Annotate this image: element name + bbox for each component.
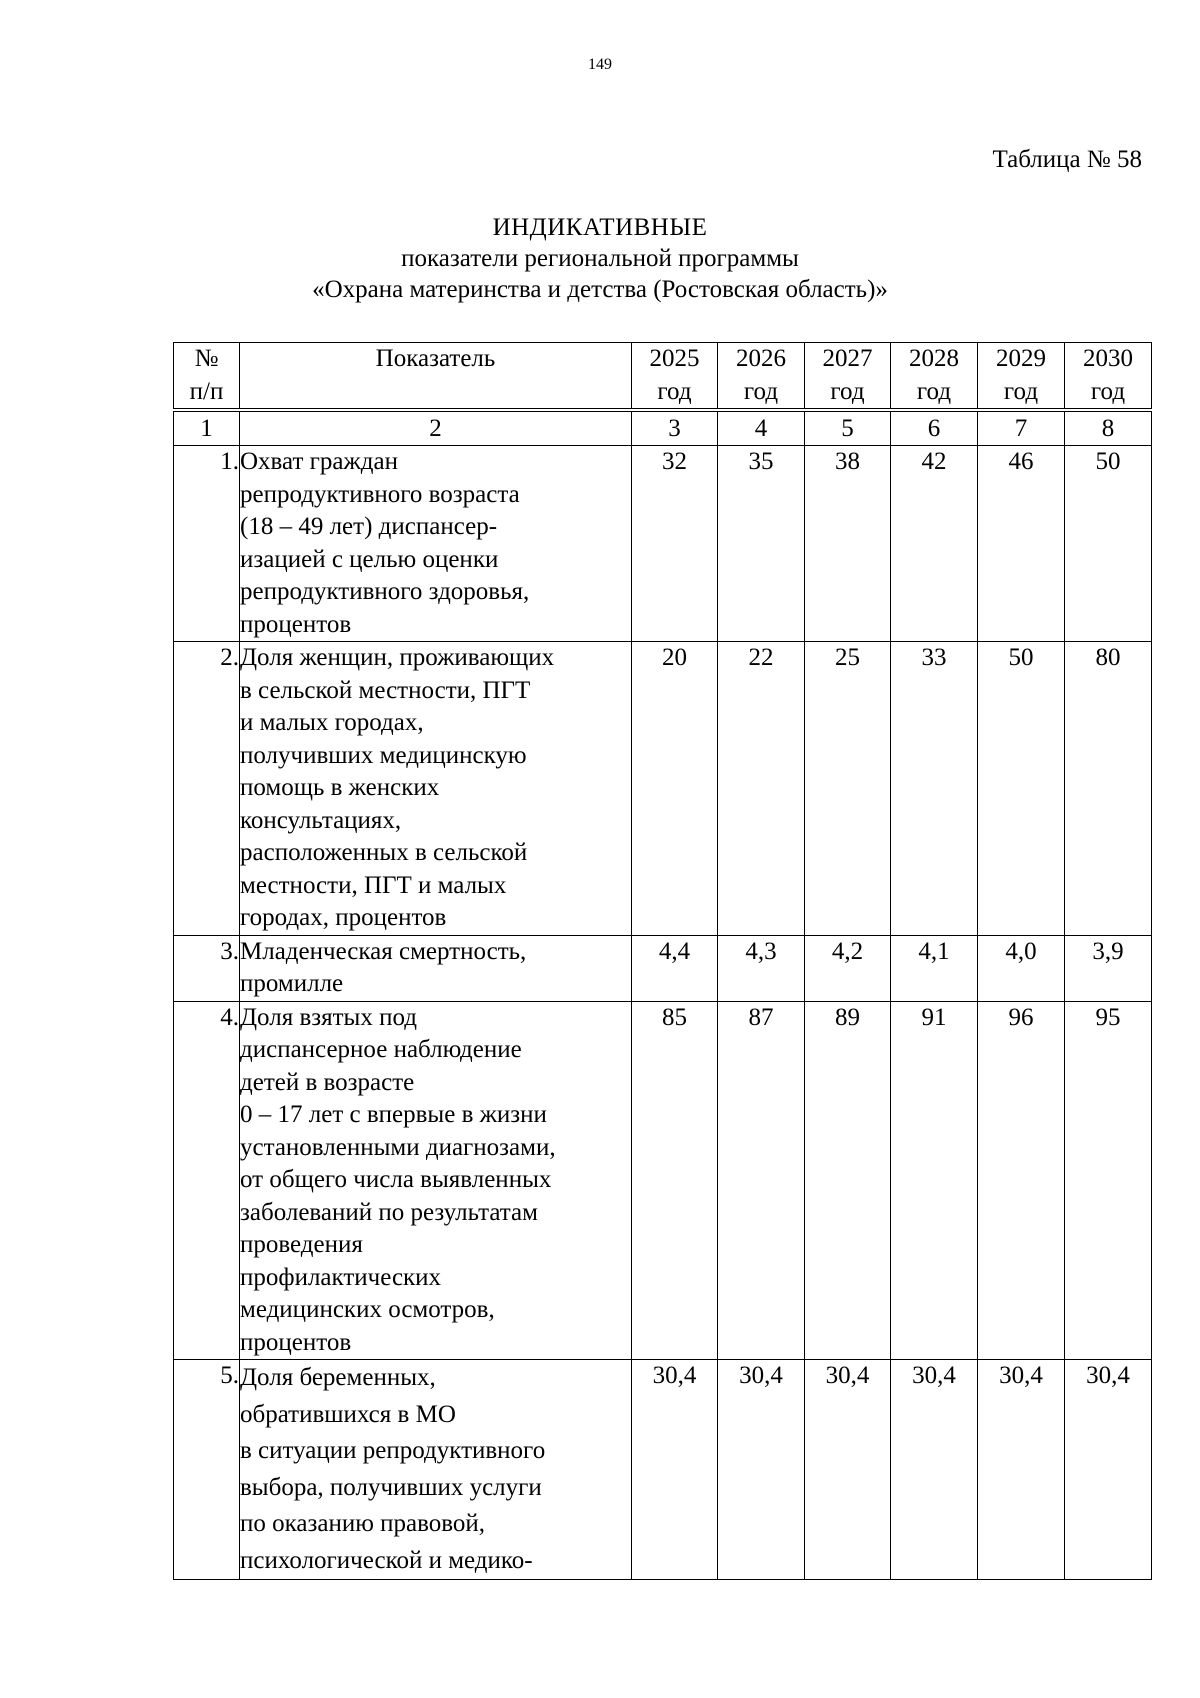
header-year: 2025 [649,345,700,372]
indicators-table [173,342,1152,1580]
year-value: 80 [1065,642,1152,936]
indicator-line: по оказанию правовой, [240,1510,486,1537]
header-year: 2029 [996,345,1046,372]
year-value: 89 [805,1001,891,1360]
year-value: 30,4 [805,1360,891,1580]
indicator-name [240,1360,632,1580]
table-row [174,642,1152,936]
indicator-line: от общего числа выявленных [240,1166,552,1193]
header-year-cell [632,343,718,411]
header-year-cell [1065,343,1152,411]
header-year: 2026 [736,345,786,372]
indicator-line: Младенческая смертность, [240,937,527,965]
indicator-name [240,446,632,642]
indicator-line: 0 – 17 лет с впервые в жизни [240,1101,547,1128]
column-index-cell: 7 [978,410,1065,446]
table-heading [0,212,1200,305]
indicator-line: в сельской местности, ПГТ [240,676,531,704]
header-year-unit: год [743,377,779,405]
indicator-line: детей в возрасте [240,1068,415,1096]
year-value: 4,0 [978,935,1065,1001]
indicator-name [240,1001,632,1360]
heading-program-name: «Охрана материнства и детства (Ростовская область)» [312,276,888,303]
header-num-abbrev: п/п [189,377,224,405]
indicator-line: городах, процентов [240,904,447,931]
row-number: 3. [174,935,240,1001]
header-year-cell [891,343,978,411]
indicator-line: в ситуации репродуктивного [240,1437,546,1464]
indicator-line: диспансерное наблюдение [240,1036,522,1063]
year-value: 4,4 [632,935,718,1001]
indicator-line: процентов [240,1328,352,1356]
header-year-unit: год [830,377,865,405]
indicator-line: выбора, получивших услуги [240,1473,542,1501]
header-year-unit: год [1003,377,1039,405]
header-year-cell [978,343,1065,411]
row-number: 4. [174,1001,240,1360]
table-row [174,935,1152,1001]
header-indicator-cell: Показатель [240,343,632,411]
year-value: 85 [632,1001,718,1360]
indicator-line: Доля взятых под [240,1003,417,1031]
indicator-line: и малых городах, [240,709,424,736]
year-value: 38 [805,446,891,642]
table-row [174,1001,1152,1360]
year-value: 35 [718,446,805,642]
column-index-cell: 5 [805,410,891,446]
header-num-symbol: № [194,345,219,372]
indicator-line: процентов [240,610,352,638]
row-number: 1. [174,446,240,642]
indicator-line: заболеваний по результатам [240,1198,538,1226]
year-value: 50 [1065,446,1152,642]
table-header-row [174,343,1152,411]
indicator-line: консультациях, [240,806,402,834]
header-year-cell [718,343,805,411]
year-value: 91 [891,1001,978,1360]
year-value: 4,1 [891,935,978,1001]
year-value: 32 [632,446,718,642]
year-value: 3,9 [1065,935,1152,1001]
year-value: 96 [978,1001,1065,1360]
year-value: 50 [978,642,1065,936]
table-row [174,446,1152,642]
year-value: 30,4 [718,1360,805,1580]
indicator-line: помощь в женских [240,774,440,801]
year-value: 87 [718,1001,805,1360]
indicator-line: репродуктивного здоровья, [240,578,530,605]
column-index-cell: 4 [718,410,805,446]
year-value: 30,4 [891,1360,978,1580]
indicator-name [240,642,632,936]
indicator-line: обратившихся в МО [240,1400,456,1428]
indicator-line: изацией с целью оценки [240,545,499,573]
header-year-unit: год [1090,377,1126,405]
indicator-line: (18 – 49 лет) диспансер- [240,513,498,540]
column-index-cell: 8 [1065,410,1152,446]
column-index-cell: 2 [240,410,632,446]
indicator-line: Доля женщин, проживающих [240,644,555,671]
header-year-cell [805,343,891,411]
header-year-unit: год [916,377,952,405]
indicator-line: психологической и медико- [240,1546,533,1574]
page-number: 149 [588,56,612,73]
year-value: 30,4 [632,1360,718,1580]
indicator-line: местности, ПГТ и малых [240,871,507,899]
year-value: 4,3 [718,935,805,1001]
year-value: 42 [891,446,978,642]
indicator-line: Охват граждан [240,448,398,475]
heading-title: ИНДИКАТИВНЫЕ [492,214,708,241]
header-year-unit: год [657,377,692,405]
indicator-line: проведения [240,1231,363,1258]
indicator-line: получивших медицинскую [240,741,527,769]
indicator-line: Доля беременных, [240,1364,436,1391]
year-value: 4,2 [805,935,891,1001]
heading-subtitle: показатели региональной программы [401,245,799,272]
column-index-row [174,410,1152,446]
indicator-line: расположенных в сельской [240,839,528,866]
indicator-name [240,935,632,1001]
year-value: 46 [978,446,1065,642]
header-num-cell [174,343,240,411]
year-value: 25 [805,642,891,936]
indicator-line: установленными диагнозами, [240,1133,556,1161]
header-year: 2030 [1083,345,1133,372]
year-value: 30,4 [978,1360,1065,1580]
year-value: 22 [718,642,805,936]
indicator-line: профилактических [240,1263,442,1291]
indicator-line: репродуктивного возраста [240,480,520,508]
indicator-line: медицинских осмотров, [240,1296,495,1323]
header-year: 2027 [822,345,873,372]
row-number: 2. [174,642,240,936]
year-value: 33 [891,642,978,936]
table-label: Таблица № 58 [992,146,1142,173]
column-index-cell: 1 [174,410,240,446]
year-value: 20 [632,642,718,936]
table-row [174,1360,1152,1580]
row-number: 5. [174,1360,240,1580]
column-index-cell: 6 [891,410,978,446]
header-year: 2028 [909,345,959,372]
column-index-cell: 3 [632,410,718,446]
year-value: 30,4 [1065,1360,1152,1580]
year-value: 95 [1065,1001,1152,1360]
indicator-line: промилле [240,970,344,997]
